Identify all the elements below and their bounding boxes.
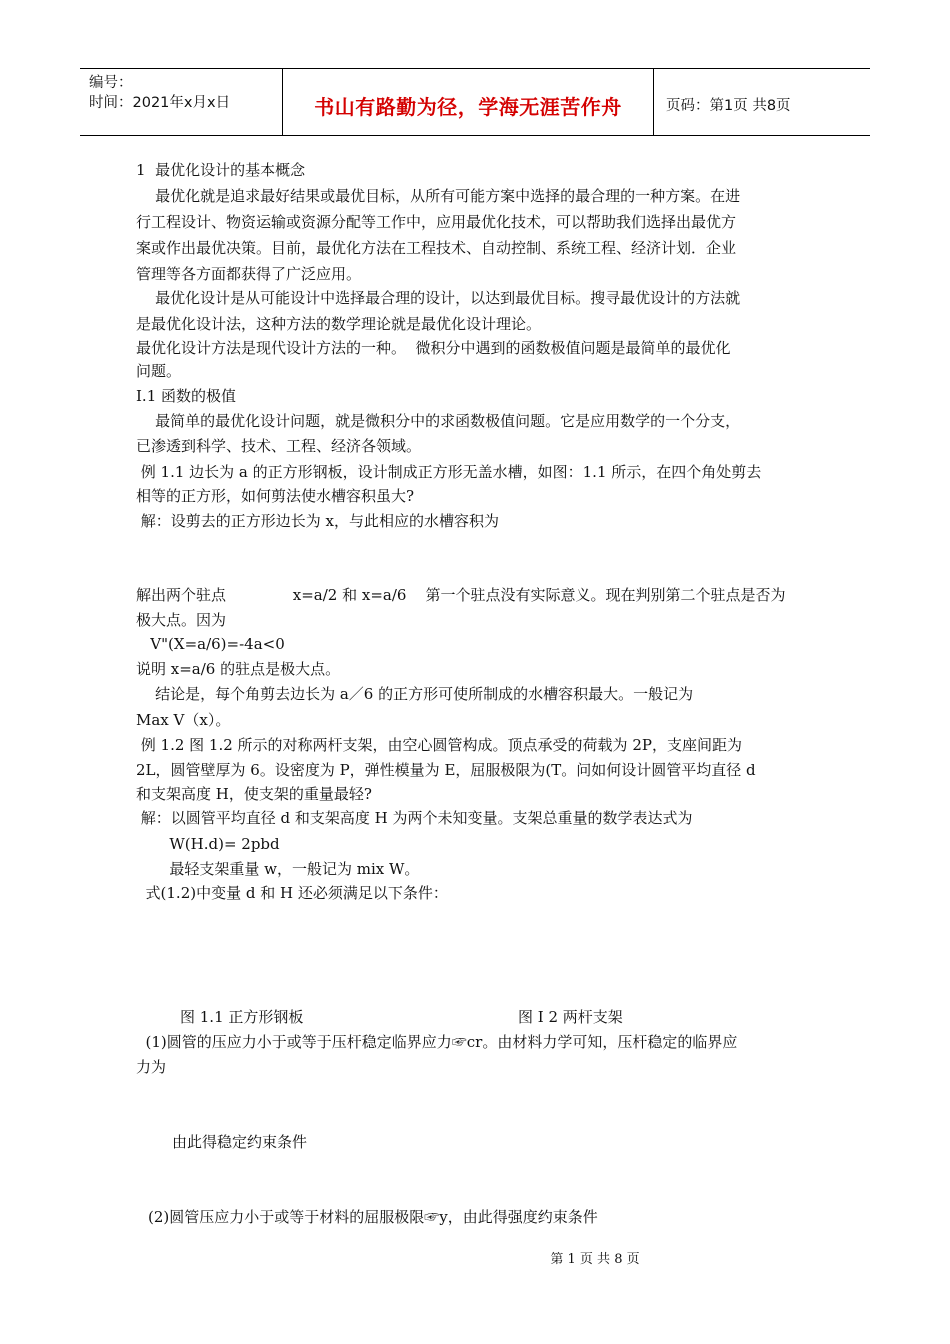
figure-caption-2: 图 I 2 两杆支架	[518, 1008, 623, 1026]
paragraph-line: 解：设剪去的正方形边长为 x，与此相应的水槽容积为	[136, 512, 499, 530]
paragraph-line: 力为	[136, 1058, 167, 1076]
paragraph-line: (1)圆管的压应力小于或等于压杆稳定临界应力☞cr。由材料力学可知，压杆稳定的临界应	[136, 1033, 738, 1051]
paragraph-line: 最优化设计方法是现代设计方法的一种。 微积分中遇到的函数极值问题是最简单的最优化	[136, 339, 731, 357]
paragraph-line: 问题。	[136, 362, 182, 380]
header-motto: 书山有路勤为径，学海无涯苦作舟	[314, 94, 622, 119]
paragraph-line: 已渗透到科学、技术、工程、经济各领域。	[136, 437, 422, 455]
header-motto-cell	[283, 69, 654, 135]
doc-number-label: 编号：	[89, 75, 133, 91]
formula-line: W(H.d)= 2pbd	[136, 835, 280, 853]
formula-line: V"(X=a/6)=-4a<0	[136, 635, 285, 653]
subsection-heading: I.1 函数的极值	[136, 387, 237, 405]
figure-caption-1: 图 1.1 正方形钢板	[180, 1008, 304, 1026]
paragraph-line: 最优化就是追求最好结果或最优目标，从所有可能方案中选择的最合理的一种方案。在进	[136, 187, 741, 205]
paragraph-line: 和支架高度 H，使支架的重量最轻?	[136, 785, 372, 803]
paragraph-line: 例 1.2 图 1.2 所示的对称两杆支架，由空心圆管构成。顶点承受的荷载为 2P，支座间距为	[136, 736, 742, 754]
header-meta	[80, 69, 283, 135]
paragraph-line: 极大点。因为	[136, 611, 227, 629]
paragraph-line: 行工程设计、物资运输或资源分配等工作中，应用最优化技术，可以帮助我们选择出最优方	[136, 213, 737, 231]
paragraph-line: 由此得稳定约束条件	[172, 1133, 308, 1151]
paragraph-line: 管理等各方面都获得了广泛应用。	[136, 265, 362, 283]
paragraph-line: 解：以圆管平均直径 d 和支架高度 H 为两个未知变量。支架总重量的数学表达式为	[136, 809, 693, 827]
paragraph-line: 是最优化设计法，这种方法的数学理论就是最优化设计理论。	[136, 315, 542, 333]
paragraph-line: Max V（x）。	[136, 711, 231, 729]
paragraph-line: 2L，圆管壁厚为 6。设密度为 P，弹性模量为 E，屈服极限为(T。问如何设计圆管平均直径 d	[136, 761, 756, 779]
paragraph-line: 说明 x=a/6 的驻点是极大点。	[136, 660, 341, 678]
paragraph-line: 解出两个驻点 x=a/2 和 x=a/6 第一个驻点没有实际意义。现在判别第二个驻点是否为	[136, 586, 786, 604]
paragraph-line: 式(1.2)中变量 d 和 H 还必须满足以下条件：	[136, 884, 448, 902]
paragraph-line: (2)圆管压应力小于或等于材料的屈服极限☞y，由此得强度约束条件	[148, 1208, 598, 1226]
footer-page-number: 第 1 页 共 8 页	[550, 1252, 640, 1267]
paragraph-line: 案或作出最优决策。目前，最优化方法在工程技术、自动控制、系统工程、经济计划．企业	[136, 239, 737, 257]
doc-date: 时间：2021年x月x日	[89, 95, 231, 111]
header-page-info: 页码：第1页 共8页	[666, 97, 791, 114]
paragraph-line: 最轻支架重量 w，一般记为 mix W。	[136, 860, 420, 878]
paragraph-line: 相等的正方形，如何剪法使水槽容积虽大?	[136, 487, 415, 505]
paragraph-line: 结论是，每个角剪去边长为 a／6 的正方形可使所制成的水槽容积最大。一般记为	[136, 685, 694, 703]
header-page-cell	[654, 69, 870, 135]
paragraph-line: 最简单的最优化设计问题，就是微积分中的求函数极值问题。它是应用数学的一个分支，	[136, 412, 741, 430]
paragraph-line: 例 1.1 边长为 a 的正方形钢板，设计制成正方形无盖水槽，如图：1.1 所示，在四个角处剪去	[136, 463, 762, 481]
document-header	[80, 68, 870, 136]
section-heading: 1 最优化设计的基本概念	[136, 161, 306, 179]
page-footer	[0, 1248, 950, 1267]
paragraph-line: 最优化设计是从可能设计中选择最合理的设计，以达到最优目标。搜寻最优设计的方法就	[136, 289, 741, 307]
